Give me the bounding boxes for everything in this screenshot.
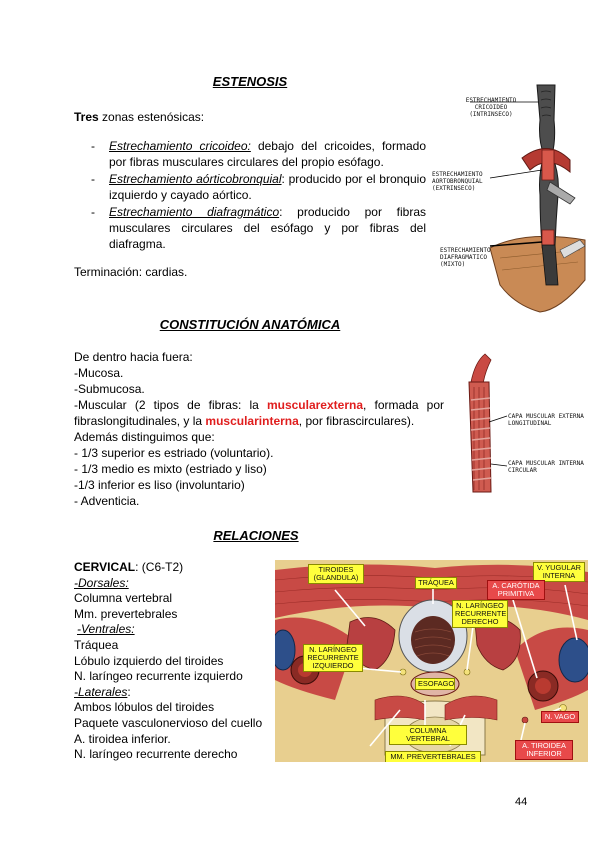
list-item: N. laríngeo recurrente derecho xyxy=(74,747,238,762)
cervical-relations xyxy=(74,560,274,763)
constitucion-line: - Adventicia. xyxy=(74,494,140,508)
constitucion-body xyxy=(74,349,444,509)
muscular-interna: muscularinterna xyxy=(205,414,299,428)
bullet-text: : producido por fibras musculares circulares del esófago y por fibras del diafragma. xyxy=(109,205,426,251)
estenosis-intro xyxy=(74,109,204,125)
constitucion-line: -1/3 inferior es liso (involuntario) xyxy=(74,478,245,492)
bullet-text: debajo del cricoides, formado por fibras musculares circulares del propio esófago. xyxy=(109,139,426,169)
dorsales-heading: -Dorsales: xyxy=(74,575,129,590)
fig-label-vago: N. VAGO xyxy=(541,711,579,723)
list-item: Tráquea xyxy=(74,637,119,652)
bullet-term: Estrechamiento aórticobronquial xyxy=(109,172,282,186)
list-item: - Estrechamiento diafragmático: producido por fibras musculares circulares del esófago y por fibras del diafragma. xyxy=(91,205,426,251)
estenosis-heading: ESTENOSIS xyxy=(212,74,288,89)
fig-label-yugular: V. YUGULAR INTERNA xyxy=(533,562,585,582)
neck-cross-section-figure xyxy=(275,560,588,762)
fig-label-traquea: TRÁQUEA xyxy=(415,577,457,589)
cervical-range: : (C6-T2) xyxy=(135,560,184,574)
fig-label-diafragmatico: ESTRECHAMIENTO DIAFRAGMATICO (MIXTO) xyxy=(440,247,491,268)
list-item: Columna vertebral xyxy=(74,591,173,606)
constitucion-line: - 1/3 superior es estriado (voluntario). xyxy=(74,446,274,460)
relaciones-heading: RELACIONES xyxy=(213,528,299,543)
fig-label-cricoideo: ESTRECHAMIENTO CRICOIDEO (INTRINSECO) xyxy=(465,97,517,118)
bullet-term: Estrechamiento diafragmático xyxy=(109,205,280,219)
muscular-text: -Muscular (2 tipos de fibras: la xyxy=(74,398,267,412)
list-item: A. tiroidea inferior. xyxy=(74,731,171,746)
muscular-paragraph xyxy=(74,397,444,429)
fig-label-carotida: A. CARÓTIDA PRIMITIVA xyxy=(487,580,545,600)
muscular-text: , formada por fibraslongitudinales, y la xyxy=(74,398,444,428)
muscular-text: , por fibrascirculares). xyxy=(298,414,415,428)
cervical-title xyxy=(74,560,274,576)
list-item: - Estrechamiento aórticobronquial: producido por el bronquio izquierdo y cayado aórtico. xyxy=(91,172,426,202)
fig-label-columna: COLUMNA VERTEBRAL xyxy=(389,725,467,745)
cervical-bold: CERVICAL xyxy=(74,560,136,574)
intro-rest: zonas estenósicas: xyxy=(98,110,205,124)
list-item: Lóbulo izquierdo del tiroides xyxy=(74,653,224,668)
fig-label-tiroides: TIROIDES (GLANDULA) xyxy=(308,564,364,584)
constitucion-line: Además distinguimos que: xyxy=(74,430,215,444)
laterales-colon: : xyxy=(127,684,131,699)
list-item: Paquete vasculonervioso del cuello xyxy=(74,715,263,730)
list-item: Ambos lóbulos del tiroides xyxy=(74,700,215,715)
page-number: 44 xyxy=(515,796,528,808)
fig-label-capa-interna: CAPA MUSCULAR INTERNA CIRCULAR xyxy=(508,460,584,474)
fig-label-aortobronquial: ESTRECHAMIENTO AORTOBRONQUIAL (EXTRINSECO) xyxy=(432,171,483,192)
laterales-label: -Laterales xyxy=(74,684,128,699)
muscular-externa: muscularexterna xyxy=(266,398,363,412)
constitucion-heading: CONSTITUCIÓN ANATÓMICA xyxy=(159,317,341,332)
fig-label-laringeo-der: N. LARÍNGEO RECURRENTE DERECHO xyxy=(452,600,508,628)
laterales-heading xyxy=(74,685,274,701)
fig-label-esofago: ESOFAGO xyxy=(415,678,455,690)
bullet-text: : producido por el bronquio izquierdo y cayado aórtico. xyxy=(109,172,426,202)
fig-label-capa-externa: CAPA MUSCULAR EXTERNA LONGITUDINAL xyxy=(508,413,584,427)
muscle-layers-figure xyxy=(455,352,595,502)
terminacion-text: Terminación: cardias. xyxy=(74,265,188,279)
bullet-term: Estrechamiento cricoideo: xyxy=(109,139,251,153)
constitucion-line: - 1/3 medio es mixto (estriado y liso) xyxy=(74,462,267,476)
constitucion-line: -Submucosa. xyxy=(74,382,145,396)
fig-label-tiroidea: A. TIROIDEA INFERIOR xyxy=(515,740,573,760)
estenosis-list xyxy=(91,138,426,253)
muscle-layers-illustration xyxy=(455,352,595,502)
constitucion-line: -Mucosa. xyxy=(74,366,124,380)
fig-label-laringeo-izq: N. LARÍNGEO RECURRENTE IZQUIERDO xyxy=(303,644,363,672)
list-item: N. laríngeo recurrente izquierdo xyxy=(74,669,243,684)
list-item: - Estrechamiento cricoideo: debajo del cricoides, formado por fibras musculares circulares del propio esófago. xyxy=(91,139,426,169)
ventrales-heading: -Ventrales: xyxy=(77,622,135,637)
constitucion-line: De dentro hacia fuera: xyxy=(74,350,193,364)
list-item: Mm. prevertebrales xyxy=(74,606,178,621)
intro-bold: Tres xyxy=(74,110,99,124)
fig-label-prevertebrales: MM. PREVERTEBRALES xyxy=(385,751,481,762)
